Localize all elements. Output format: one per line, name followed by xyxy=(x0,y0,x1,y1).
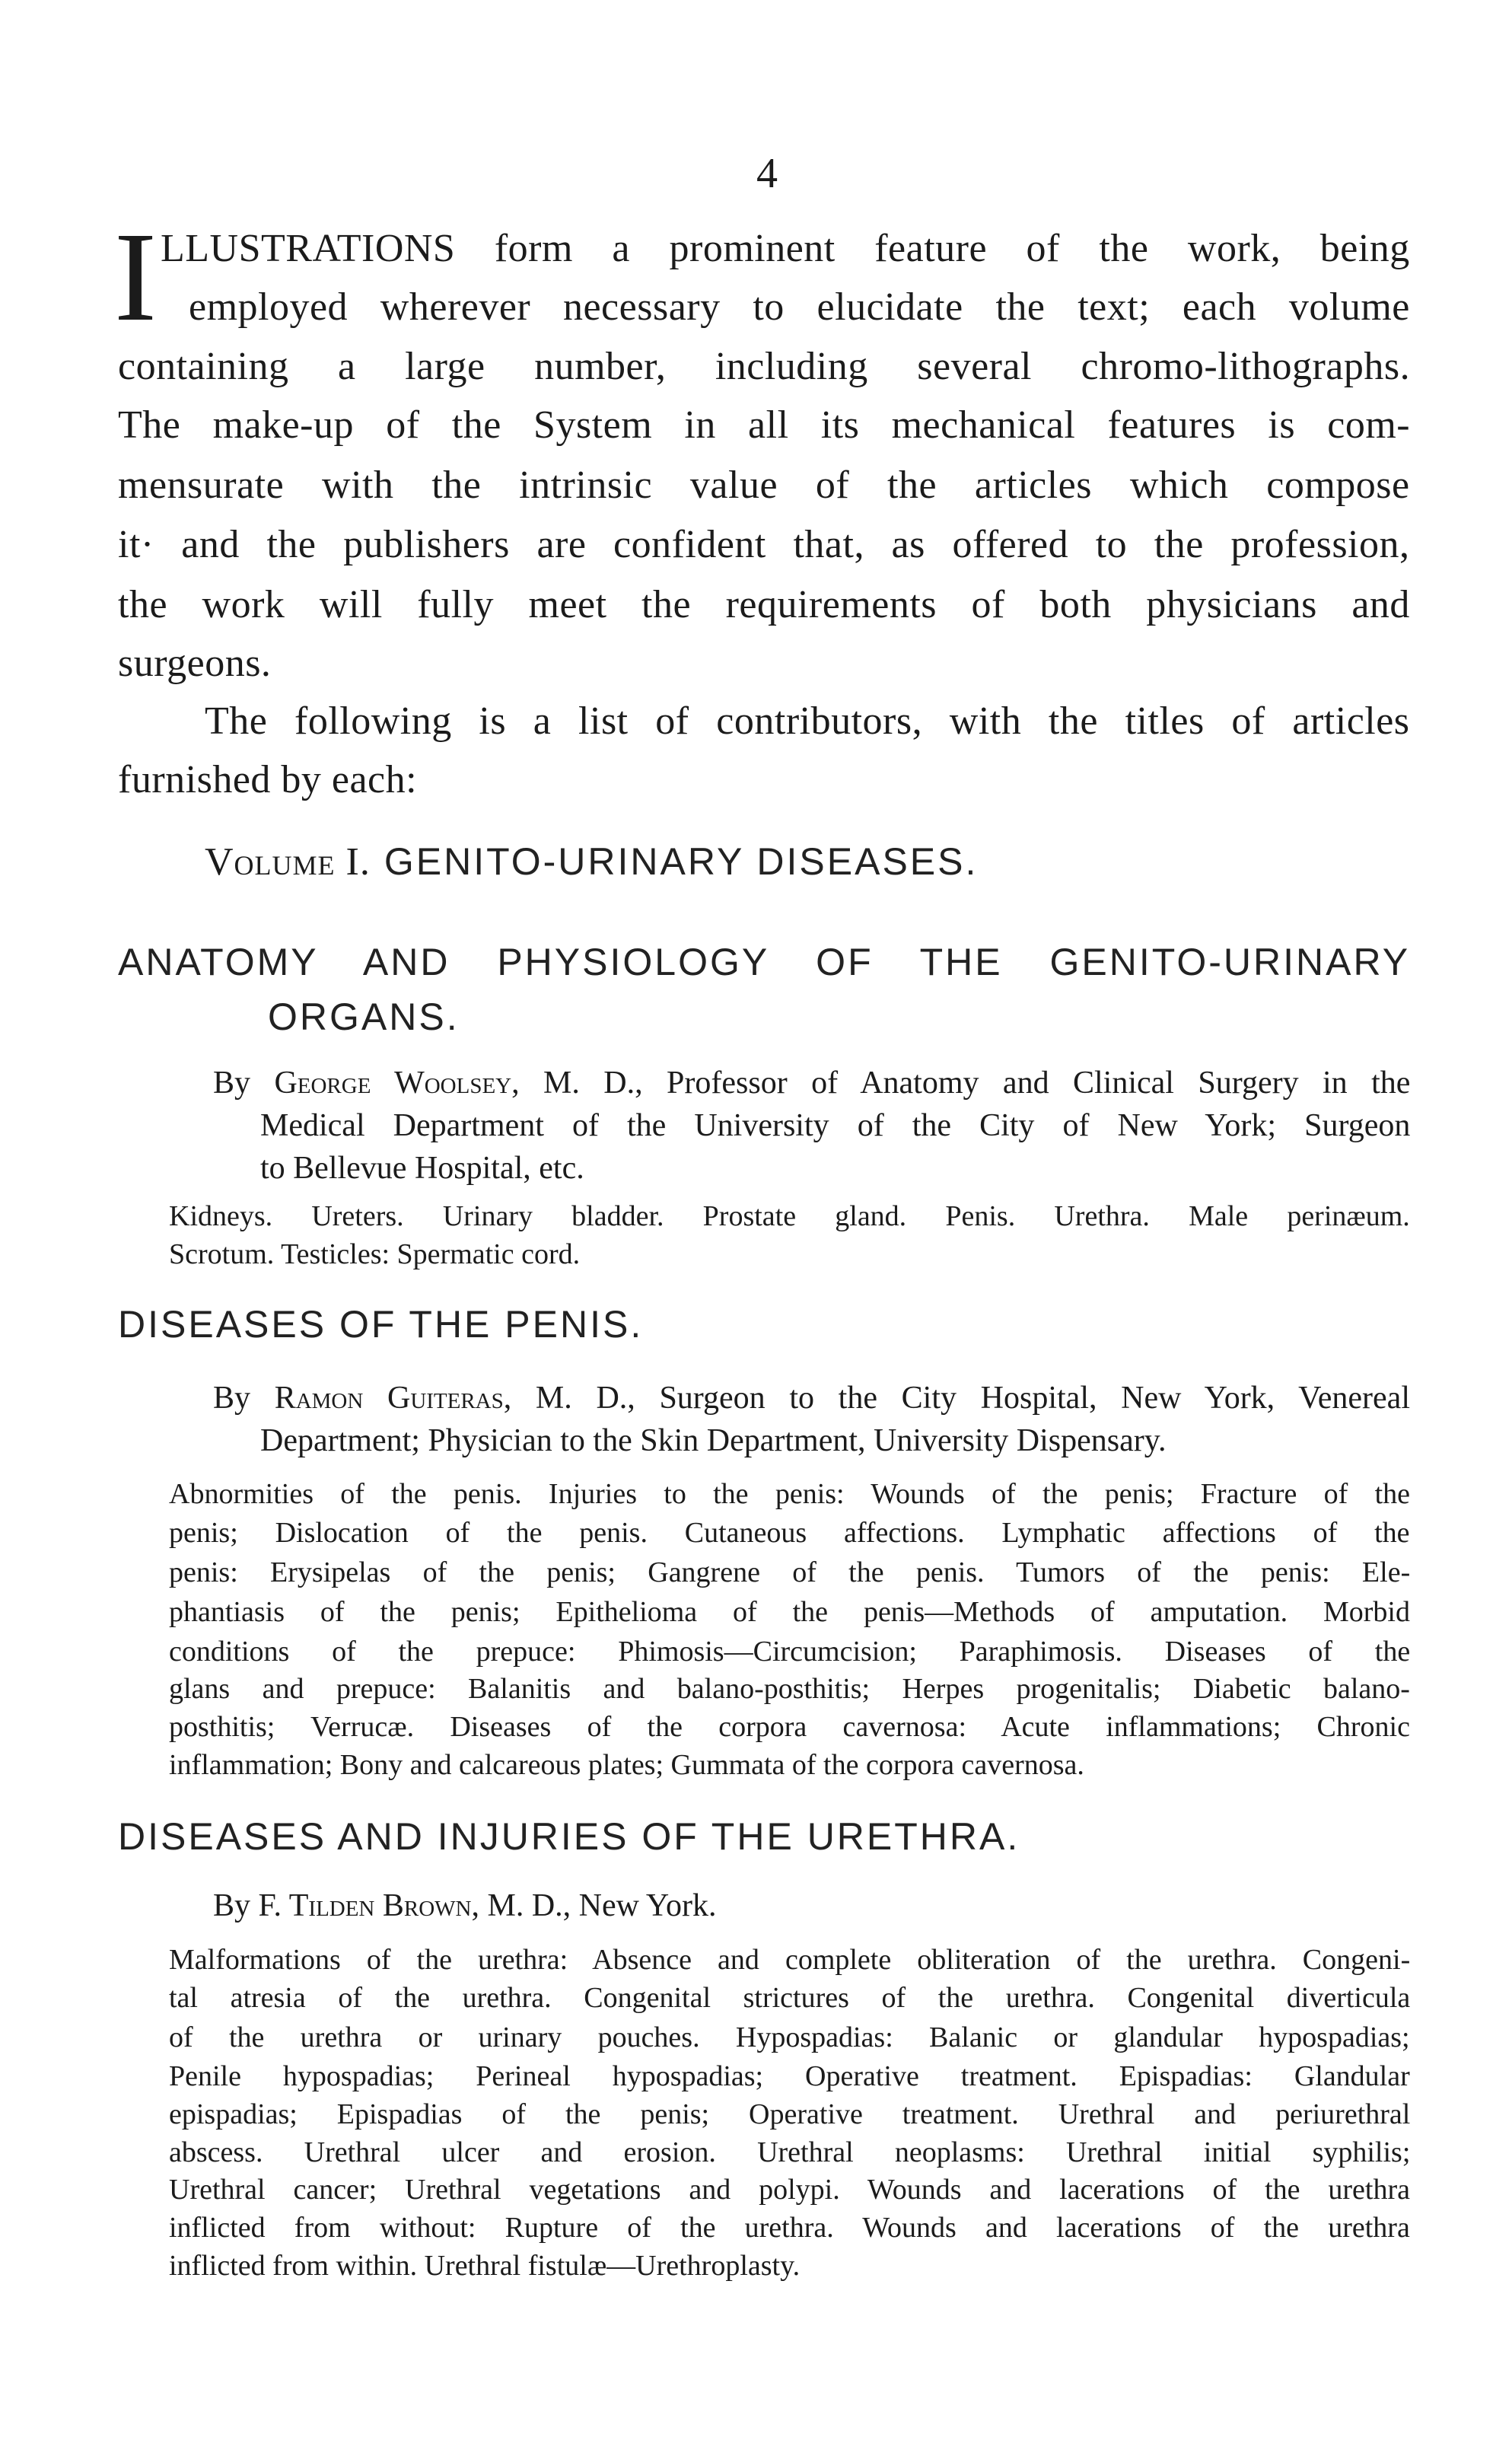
contents-line: inflammation; Bony and calcareous plates; Gummata of the corpora cavernosa. xyxy=(169,1749,1084,1781)
contents-line: penis: Erysipelas of the penis; Gangrene of the penis. Tumors of the penis: Ele- xyxy=(169,1556,1411,1588)
page-number: 4 xyxy=(756,150,778,197)
byline-line xyxy=(213,1379,1410,1417)
intro-line: it· and the publishers are confident that, as offered to the profession, xyxy=(118,523,1410,566)
author-name: F. Tilden Brown xyxy=(258,1888,472,1923)
intro-line: the work will fully meet the requirements of both physicians and xyxy=(118,583,1410,626)
byline-line xyxy=(213,1064,1410,1102)
intro-line: The following is a list of contributors, with the titles of articles xyxy=(205,699,1410,743)
volume-title: GENITO-URINARY DISEASES. xyxy=(384,840,979,883)
contents-line: penis; Dislocation of the penis. Cutaneous affections. Lymphatic affections of the xyxy=(169,1517,1410,1549)
byline-line xyxy=(213,1887,1410,1925)
intro-line: employed wherever necessary to elucidate the text; each volume xyxy=(189,285,1410,329)
byline-text: , M. D., Surgeon to the City Hospital, New York, Venereal xyxy=(503,1381,1410,1416)
contents-line: Urethral cancer; Urethral vegetations and polypi. Wounds and lacerations of the urethra xyxy=(169,2174,1410,2206)
byline-prefix: By xyxy=(213,1381,251,1416)
section-title: ORGANS. xyxy=(268,996,460,1038)
contents-line: abscess. Urethral ulcer and erosion. Urethral neoplasms: Urethral initial syphilis; xyxy=(169,2136,1411,2168)
contents-line: inflicted from within. Urethral fistulæ—Urethroplasty. xyxy=(169,2250,801,2282)
byline-prefix: By xyxy=(213,1888,251,1923)
volume-heading xyxy=(205,839,1410,885)
contents-line: tal atresia of the urethra. Congenital strictures of the urethra. Congenital diverticula xyxy=(169,1982,1411,2014)
intro-line: furnished by each: xyxy=(118,758,418,801)
intro-line: mensurate with the intrinsic value of the articles which compose xyxy=(118,464,1410,507)
contents-line: glans and prepuce: Balanitis and balano-posthitis; Herpes progenitalis; Diabetic balano- xyxy=(169,1673,1410,1705)
byline-prefix: By xyxy=(213,1066,251,1101)
section-title: DISEASES AND INJURIES OF THE URETHRA. xyxy=(118,1815,1020,1858)
contents-line: of the urethra or urinary pouches. Hypospadias: Balanic or glandular hypospadias; xyxy=(169,2021,1410,2053)
contents-line: phantiasis of the penis; Epithelioma of the penis—Methods of amputation. Morbid xyxy=(169,1596,1410,1628)
contents-line: Scrotum. Testicles: Spermatic cord. xyxy=(169,1238,581,1270)
byline-line: to Bellevue Hospital, etc. xyxy=(260,1151,584,1186)
intro-line: LLUSTRATIONS form a prominent feature of the work, being xyxy=(161,227,1410,270)
contents-line: Malformations of the urethra: Absence and complete obliteration of the urethra. Congeni- xyxy=(169,1944,1411,1976)
intro-line: surgeons. xyxy=(118,642,272,685)
drop-cap: I xyxy=(114,206,157,348)
intro-line: containing a large number, including several chromo-lithographs. xyxy=(118,345,1411,388)
section-title: ANATOMY AND PHYSIOLOGY OF THE GENITO-URINARY xyxy=(118,941,1411,983)
contents-line: inflicted from without: Rupture of the urethra. Wounds and lacerations of the urethra xyxy=(169,2212,1410,2244)
intro-line: The make-up of the System in all its mechanical features is com- xyxy=(118,403,1411,447)
byline-text: , M. D., Professor of Anatomy and Clinical Surgery in the xyxy=(511,1066,1411,1101)
contents-line: conditions of the prepuce: Phimosis—Circumcision; Paraphimosis. Diseases of the xyxy=(169,1636,1411,1668)
byline-line: Department; Physician to the Skin Department, University Dispensary. xyxy=(260,1423,1167,1458)
author-name: George Woolsey xyxy=(274,1066,512,1101)
author-name: Ramon Guiteras xyxy=(274,1381,504,1416)
contents-line: posthitis; Verrucæ. Diseases of the corpora cavernosa: Acute inflammations; Chronic xyxy=(169,1711,1410,1743)
volume-label: Volume I. xyxy=(205,840,371,884)
section-title: DISEASES OF THE PENIS. xyxy=(118,1303,644,1346)
byline-text: , M. D., New York. xyxy=(471,1888,717,1923)
contents-line: epispadias; Epispadias of the penis; Operative treatment. Urethral and periurethral xyxy=(169,2098,1411,2130)
byline-line: Medical Department of the University of the City of New York; Surgeon xyxy=(260,1108,1411,1143)
contents-line: Kidneys. Ureters. Urinary bladder. Prostate gland. Penis. Urethra. Male perinæum. xyxy=(169,1200,1410,1232)
contents-line: Abnormities of the penis. Injuries to the penis: Wounds of the penis; Fracture of the xyxy=(169,1478,1411,1510)
contents-line: Penile hypospadias; Perineal hypospadias; Operative treatment. Epispadias: Glandular xyxy=(169,2060,1410,2092)
